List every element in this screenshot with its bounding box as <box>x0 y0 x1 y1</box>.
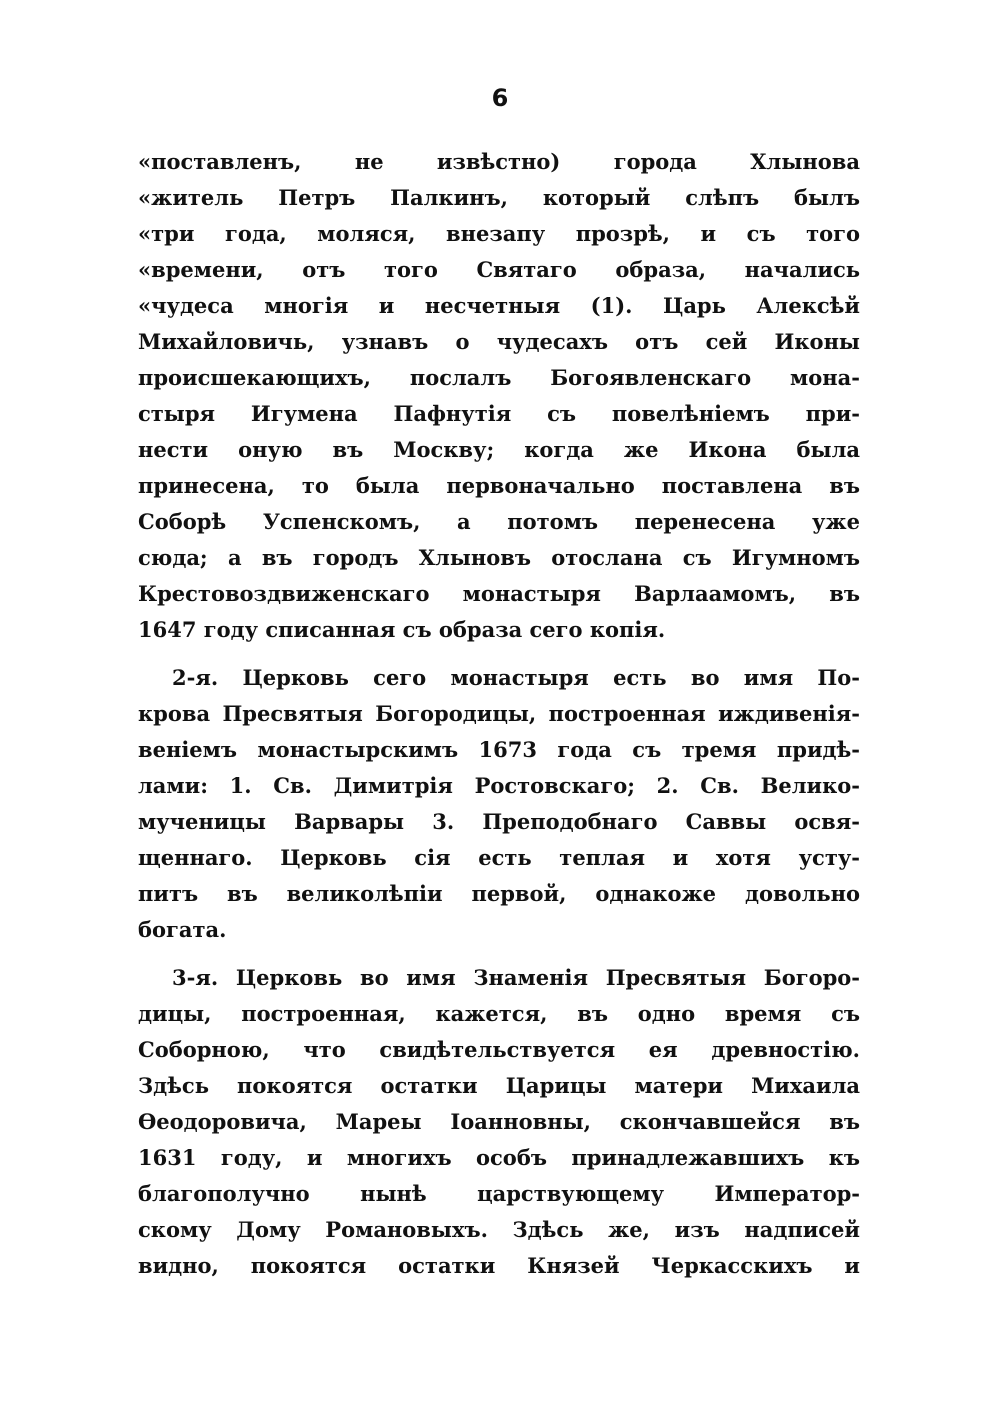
text-line: «времени, отъ того Святаго образа, начались <box>138 257 860 282</box>
text-line: 1631 году, и многихъ особъ принадлежавшихъ къ <box>138 1145 860 1170</box>
text-line: богата. <box>138 917 227 942</box>
text-line: щеннаго. Церковь сія есть теплая и хотя усту- <box>138 845 860 870</box>
text-line: происшекающихъ, послалъ Богоявленскаго мона- <box>138 365 860 390</box>
text-line: видно, покоятся остатки Князей Черкасскихъ и <box>138 1253 860 1278</box>
text-line: стыря Игумена Пафнутія съ повелѣніемъ при- <box>138 401 860 426</box>
text-line: Соборною, что свидѣтельствуется ея древностію. <box>138 1037 860 1062</box>
text-line: Здѣсь покоятся остатки Царицы матери Михаила <box>138 1073 860 1098</box>
text-line: скому Дому Романовыхъ. Здѣсь же, изъ надписей <box>138 1217 860 1242</box>
text-line: «чудеса многія и несчетныя (1). Царь Алексѣй <box>138 293 860 318</box>
text-line: лами: 1. Св. Димитрія Ростовскаго; 2. Св. Велико- <box>138 773 860 798</box>
text-line: 1647 году списанная съ образа сего копія. <box>138 617 666 642</box>
text-line: Крестовоздвиженскаго монастыря Варлаамомъ, въ <box>138 581 860 606</box>
text-line: Соборѣ Успенскомъ, а потомъ перенесена уже <box>138 509 860 534</box>
text-line: мученицы Варвары 3. Преподобнаго Саввы освя- <box>138 809 860 834</box>
text-line: благополучно нынѣ царствующему Император- <box>138 1181 860 1206</box>
text-line: крова Пресвятыя Богородицы, построенная иждивенія- <box>138 701 860 726</box>
text-line: питъ въ великолѣпіи первой, однакоже довольно <box>138 881 860 906</box>
page-number: 6 <box>491 84 509 112</box>
text-line: Михайловичь, узнавъ о чудесахъ отъ сей Иконы <box>138 329 860 354</box>
text-line: нести оную въ Москву; когда же Икона была <box>138 437 860 462</box>
text-line: принесена, то была первоначально поставлена въ <box>138 473 860 498</box>
text-line: 2-я. Церковь сего монастыря есть во имя По- <box>172 665 860 690</box>
text-line: «три года, моляся, внезапу прозрѣ, и съ того <box>138 221 860 246</box>
text-line: Ѳеодоровича, Мареы Іоанновны, скончавшейся въ <box>138 1109 860 1134</box>
text-line: дицы, построенная, кажется, въ одно время съ <box>138 1001 860 1026</box>
text-line: «житель Петръ Палкинъ, который слѣпъ былъ <box>138 185 860 210</box>
text-line: «поставленъ, не извѣстно) города Хлынова <box>138 149 860 174</box>
text-line: сюда; а въ городъ Хлыновъ отослана съ Игумномъ <box>138 545 860 570</box>
text-line: веніемъ монастырскимъ 1673 года съ тремя придѣ- <box>138 737 860 762</box>
text-line: 3-я. Церковь во имя Знаменія Пресвятыя Богоро- <box>172 965 860 990</box>
